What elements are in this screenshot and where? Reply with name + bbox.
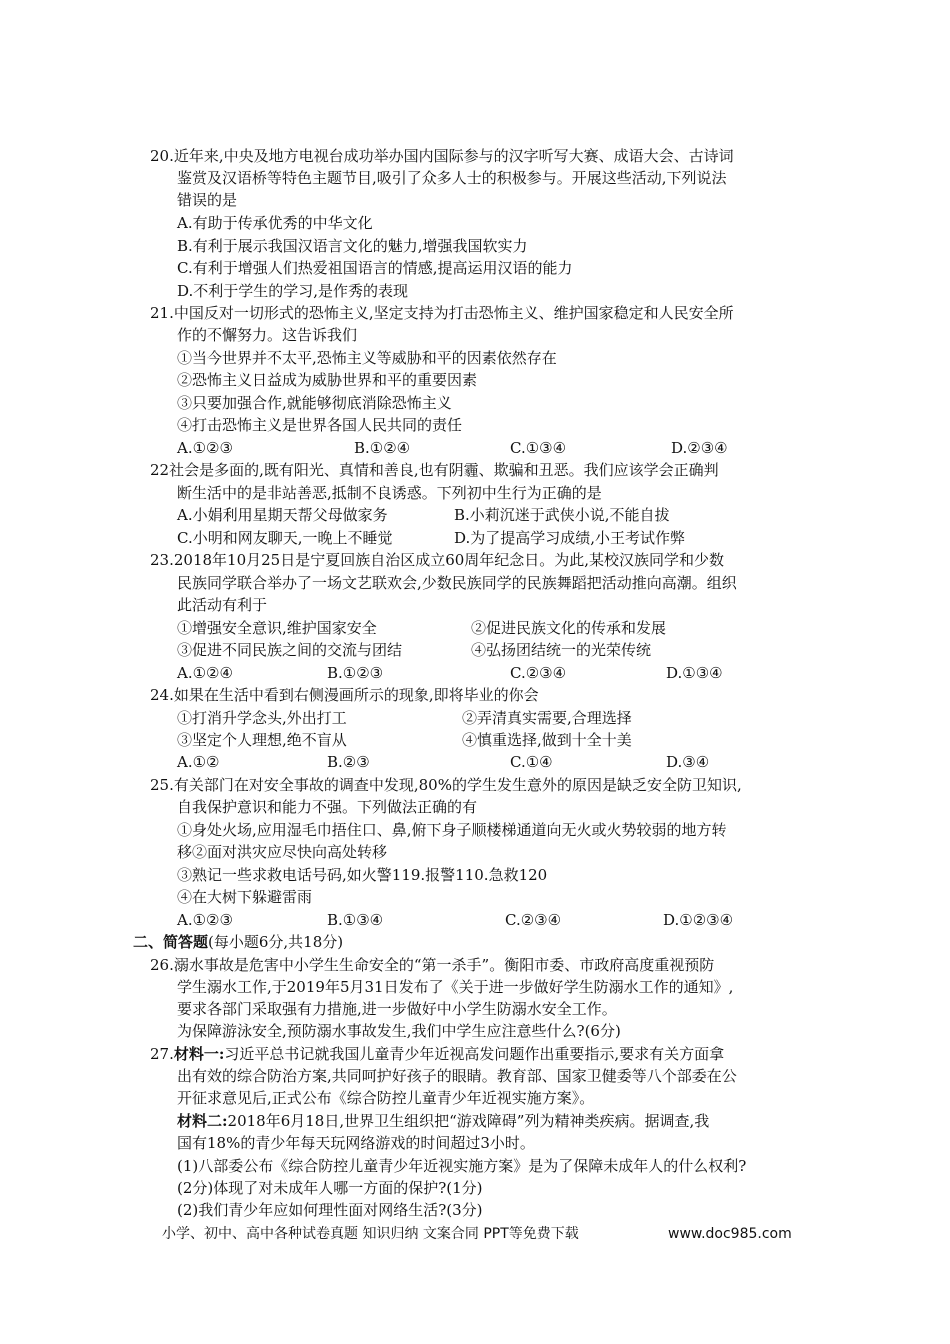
q25-stem-line-2: 自我保护意识和能力不强。下列做法正确的有 [177, 798, 478, 816]
q23-option-d: D.①③④ [666, 664, 723, 682]
q23-item-1: ①增强安全意识,维护国家安全 [177, 619, 377, 637]
q27-material-1-line-3: 开征求意见后,正式公布《综合防控儿童青少年近视实施方案》。 [177, 1089, 595, 1107]
q21-item-1: ①当今世界并不太平,恐怖主义等威胁和平的因素依然存在 [177, 349, 557, 367]
q21-stem-line-2: 作的不懈努力。这告诉我们 [177, 326, 358, 344]
q27-material-2-label: 材料二: [177, 1112, 228, 1130]
q24-stem: 24.如果在生活中看到右侧漫画所示的现象,即将毕业的你会 [150, 686, 539, 704]
q24-option-c: C.①④ [510, 753, 553, 771]
q22-stem-line-1: 22社会是多面的,既有阳光、真情和善良,也有阴霾、欺骗和丑恶。我们应该学会正确判 [150, 461, 719, 479]
q21-item-3: ③只要加强合作,就能够彻底消除恐怖主义 [177, 394, 452, 412]
q21-item-4: ④打击恐怖主义是世界各国人民共同的责任 [177, 416, 463, 434]
q21-option-a: A.①②③ [177, 439, 233, 457]
q20-option-c: C.有利于增强人们热爱祖国语言的情感,提高运用汉语的能力 [177, 259, 573, 277]
q20-stem-line-2: 鉴赏及汉语桥等特色主题节目,吸引了众多人士的积极参与。开展这些活动,下列说法 [177, 169, 727, 187]
q24-item-3: ③坚定个人理想,绝不盲从 [177, 731, 347, 749]
q20-option-a: A.有助于传承优秀的中华文化 [177, 214, 373, 232]
q27-material-1-line-2: 出有效的综合防治方案,共同呵护好孩子的眼睛。教育部、国家卫健委等八个部委在公 [177, 1067, 737, 1085]
q23-option-c: C.②③④ [510, 664, 567, 682]
q24-option-d: D.③④ [666, 753, 710, 771]
q25-item-4: ④在大树下躲避雷雨 [177, 888, 313, 906]
q23-stem-line-3: 此活动有利于 [177, 596, 268, 614]
q27-sub-question-1: (1)八部委公布《综合防控儿童青少年近视实施方案》是为了保障未成年人的什么权利? [177, 1157, 747, 1175]
q24-option-b: B.②③ [327, 753, 370, 771]
q25-option-a: A.①②③ [177, 911, 233, 929]
q26-question: 为保障游泳安全,预防溺水事故发生,我们中学生应注意些什么?(6分) [177, 1022, 621, 1040]
q20-stem-line-3: 错误的是 [177, 191, 238, 209]
q23-stem-line-1: 23.2018年10月25日是宁夏回族自治区成立60周年纪念日。为此,某校汉族同学和少数 [150, 551, 725, 569]
q27-material-2-text: 2018年6月18日,世界卫生组织把“游戏障碍”列为精神类疾病。据调查,我 [227, 1112, 710, 1130]
q25-option-b: B.①③④ [327, 911, 384, 929]
q21-option-b: B.①②④ [354, 439, 411, 457]
q21-stem-line-1: 21.中国反对一切形式的恐怖主义,坚定支持为打击恐怖主义、维护国家稳定和人民安全所 [150, 304, 734, 322]
q21-option-c: C.①③④ [510, 439, 567, 457]
q25-stem-line-1: 25.有关部门在对安全事故的调查中发现,80%的学生发生意外的原因是缺乏安全防卫知识, [150, 776, 742, 794]
q22-option-d: D.为了提高学习成绩,小王考试作弊 [454, 529, 686, 547]
q27-material-1-line-1 [150, 1044, 724, 1066]
q23-item-3: ③促进不同民族之间的交流与团结 [177, 641, 403, 659]
q20-option-b: B.有利于展示我国汉语言文化的魅力,增强我国软实力 [177, 237, 528, 255]
q26-line-2: 学生溺水工作,于2019年5月31日发布了《关于进一步做好学生防溺水工作的通知》, [177, 978, 734, 996]
q23-option-b: B.①②③ [327, 664, 384, 682]
q20-stem-line-1: 20.近年来,中央及地方电视台成功举办国内国际参与的汉字听写大赛、成语大会、古诗词 [150, 147, 734, 165]
q27-material-1-text: 习近平总书记就我国儿童青少年近视高发问题作出重要指示,要求有关方面拿 [224, 1045, 725, 1063]
q26-line-1: 26.溺水事故是危害中小学生生命安全的“第一杀手”。衡阳市委、市政府高度重视预防 [150, 956, 715, 974]
footer-url[interactable]: www.doc985.com [668, 1226, 792, 1242]
q27-sub-question-1-cont: (2分)体现了对未成年人哪一方面的保护?(1分) [177, 1179, 483, 1197]
q23-item-4: ④弘扬团结统一的光荣传统 [471, 641, 652, 659]
q27-material-2-line-1 [177, 1111, 709, 1133]
q24-item-4: ④慎重选择,做到十全十美 [462, 731, 632, 749]
q26-line-3: 要求各部门采取强有力措施,进一步做好中小学生防溺水安全工作。 [177, 1000, 617, 1018]
q25-item-1: ①身处火场,应用湿毛巾捂住口、鼻,俯下身子顺楼梯通道向无火或火势较弱的地方转 [177, 821, 727, 839]
q21-item-2: ②恐怖主义日益成为威胁世界和平的重要因素 [177, 371, 478, 389]
q27-number: 27. [150, 1045, 174, 1063]
q23-item-2: ②促进民族文化的传承和发展 [471, 619, 667, 637]
q24-item-2: ②弄清真实需要,合理选择 [462, 709, 632, 727]
q24-option-a: A.①② [177, 753, 220, 771]
section-heading [133, 932, 343, 954]
q24-item-1: ①打消升学念头,外出打工 [177, 709, 347, 727]
q22-option-c: C.小明和网友聊天,一晚上不睡觉 [177, 529, 393, 547]
q25-item-3: ③熟记一些求救电话号码,如火警119.报警110.急救120 [177, 866, 548, 884]
q23-option-a: A.①②④ [177, 664, 233, 682]
q27-material-1-label: 材料一: [173, 1045, 225, 1063]
q21-option-d: D.②③④ [671, 439, 728, 457]
q25-item-1-cont: 移②面对洪灾应尽快向高处转移 [177, 843, 388, 861]
section-note: (每小题6分,共18分) [208, 933, 344, 951]
footer-text: 小学、初中、高中各种试卷真题 知识归纳 文案合同 PPT等免费下载 [162, 1226, 579, 1242]
q22-option-a: A.小娟利用星期天帮父母做家务 [177, 506, 388, 524]
q22-stem-line-2: 断生活中的是非站善恶,抵制不良诱惑。下列初中生行为正确的是 [177, 484, 602, 502]
section-title: 二、简答题 [133, 933, 209, 951]
q25-option-c: C.②③④ [505, 911, 562, 929]
q20-option-d: D.不利于学生的学习,是作秀的表现 [177, 282, 409, 300]
q27-sub-question-2: (2)我们青少年应如何理性面对网络生活?(3分) [177, 1201, 483, 1219]
q27-material-2-line-2: 国有18%的青少年每天玩网络游戏的时间超过3小时。 [177, 1134, 535, 1152]
q25-option-d: D.①②③④ [663, 911, 734, 929]
q22-option-b: B.小莉沉迷于武侠小说,不能自拔 [454, 506, 670, 524]
q23-stem-line-2: 民族同学联合举办了一场文艺联欢会,少数民族同学的民族舞蹈把活动推向高潮。组织 [177, 574, 737, 592]
